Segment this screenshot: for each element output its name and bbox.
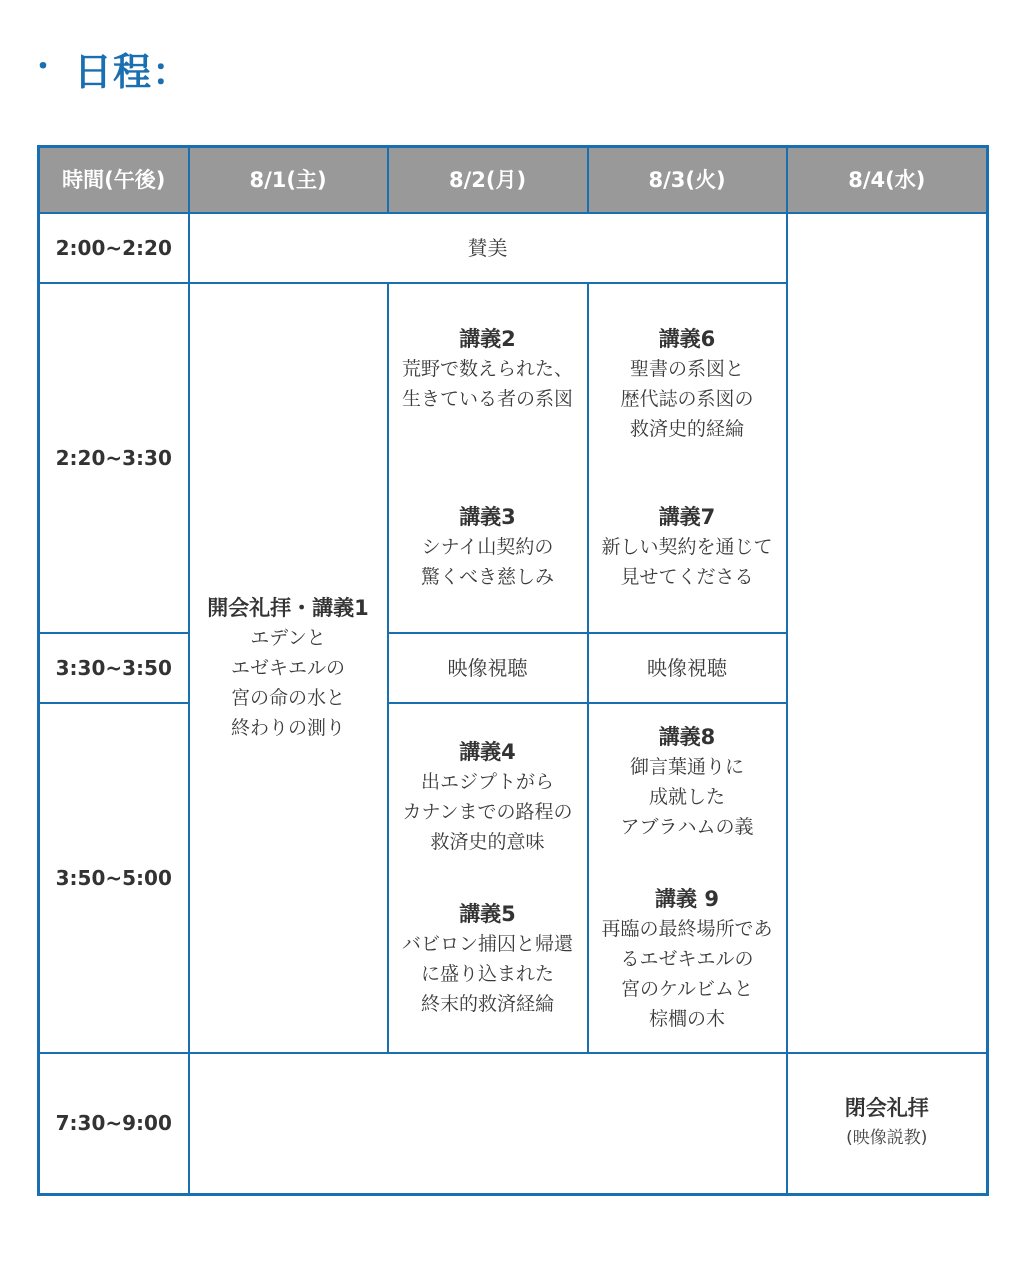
video-cell [588,633,787,703]
lecture-title: 講義7 [658,504,716,529]
row-evening [39,1053,988,1195]
lecture-line: 御言葉通りに [629,755,744,778]
lecture-line: カナンまでの路程の [402,800,573,823]
lecture-line: 新しい契約を通じて [601,535,773,558]
lecture-line: 成就した [648,785,725,808]
header-day-3: 8/3(火) [588,147,787,213]
time-cell: 3:50~5:00 [39,703,189,1053]
lecture-2-3-cell [388,283,588,633]
closing-title: 閉会礼拝 [844,1096,929,1121]
lecture-4-5-cell [388,703,588,1053]
lecture-line: 救済史的経綸 [629,417,744,440]
lecture-6-7-cell [588,283,787,633]
header-day-2: 8/2(月) [388,147,588,213]
lecture-line: 驚くべき慈しみ [420,565,554,588]
lecture-line: 歴代誌の系図の [620,387,754,410]
lecture-line: バビロン捕囚と帰還 [401,932,573,955]
header-time: 時間(午後) [39,147,189,213]
closing-cell [787,1053,988,1195]
lecture-line: 荒野で数えられた、 [401,357,573,380]
lecture-title: 講義5 [459,901,516,926]
video-text: 映像視聴 [647,655,727,680]
time-cell: 2:20~3:30 [39,283,189,633]
lecture-line: 終末的救済経綸 [420,992,554,1015]
lecture-line: 聖書の系図と [629,357,744,380]
lecture-line: 宮の命の水と [230,686,345,709]
time-cell: 3:30~3:50 [39,633,189,703]
lecture-line: シナイ山契約の [421,535,554,558]
lecture-line: に盛り込まれた [420,962,554,985]
schedule-table [37,145,989,1196]
lecture-line: アブラハムの義 [620,815,754,838]
time-cell: 2:00~2:20 [39,213,189,283]
lecture-line: 救済史的意味 [430,830,545,853]
lecture-line: るエゼキエルの [620,947,754,970]
time-cell: 7:30~9:00 [39,1053,189,1195]
lecture-title: 講義 9 [655,886,719,911]
lecture-line: 見せてくださる [620,565,754,588]
praise-text: 賛美 [467,235,508,260]
lecture-line: エデンと [250,626,326,649]
lecture-title: 講義3 [459,504,516,529]
lecture-line: 出エジプトがら [420,770,554,793]
schedule-title: 日程： [74,49,192,94]
lecture-line: 終わりの測り [230,716,345,739]
video-text: 映像視聴 [447,655,528,680]
praise-cell [189,213,787,283]
lecture-line: エゼキエルの [230,656,345,679]
row-praise [39,213,988,283]
empty-day4-cell [787,213,988,1053]
section-heading [28,38,191,98]
lecture-title: 講義2 [459,326,516,351]
bullet-dot: ・ [28,50,58,85]
header-day-1: 8/1(主) [189,147,388,213]
lecture-line: 生きている者の系図 [401,387,573,410]
lecture-line: 宮のケルビムと [620,977,754,1000]
header-day-4: 8/4(水) [787,147,988,213]
lecture-line: 棕櫚の木 [648,1007,725,1030]
lecture-title: 講義6 [658,326,716,351]
lecture-title: 開会礼拝・講義1 [207,595,369,620]
video-cell [388,633,588,703]
empty-evening-cell [189,1053,787,1195]
lecture-line: 再臨の最終場所であ [601,917,773,940]
lecture-title: 講義8 [658,724,716,749]
header-row [39,147,988,213]
lecture-title: 講義4 [459,739,516,764]
opening-cell [189,283,388,1053]
closing-note: (映像説教) [846,1128,928,1149]
lecture-8-9-cell [588,703,787,1053]
